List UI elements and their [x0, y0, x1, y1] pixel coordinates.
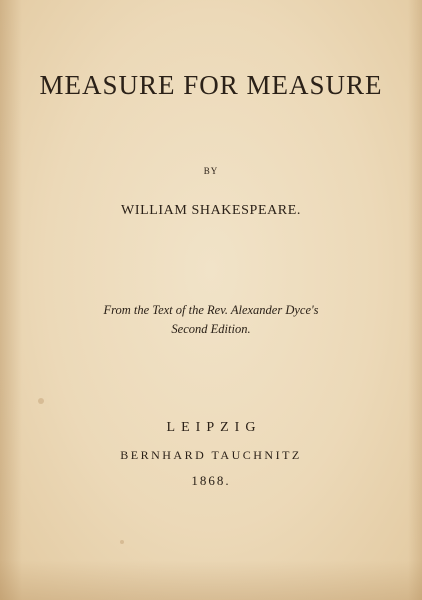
book-title: MEASURE FOR MEASURE — [39, 70, 383, 100]
author-name: WILLIAM SHAKESPEARE. — [121, 203, 301, 218]
publication-place: LEIPZIG — [166, 420, 262, 435]
edition-note-line-2: Second Edition. — [171, 322, 251, 336]
paper-spot — [38, 398, 44, 404]
paper-edge-shadow — [0, 560, 422, 600]
publication-year: 1868. — [191, 473, 231, 488]
edition-note-line-1: From the Text of the Rev. Alexander Dyce's — [103, 303, 319, 317]
paper-spot — [120, 540, 124, 544]
publisher-name: BERNHARD TAUCHNITZ — [120, 448, 302, 462]
by-line: BY — [203, 166, 219, 176]
